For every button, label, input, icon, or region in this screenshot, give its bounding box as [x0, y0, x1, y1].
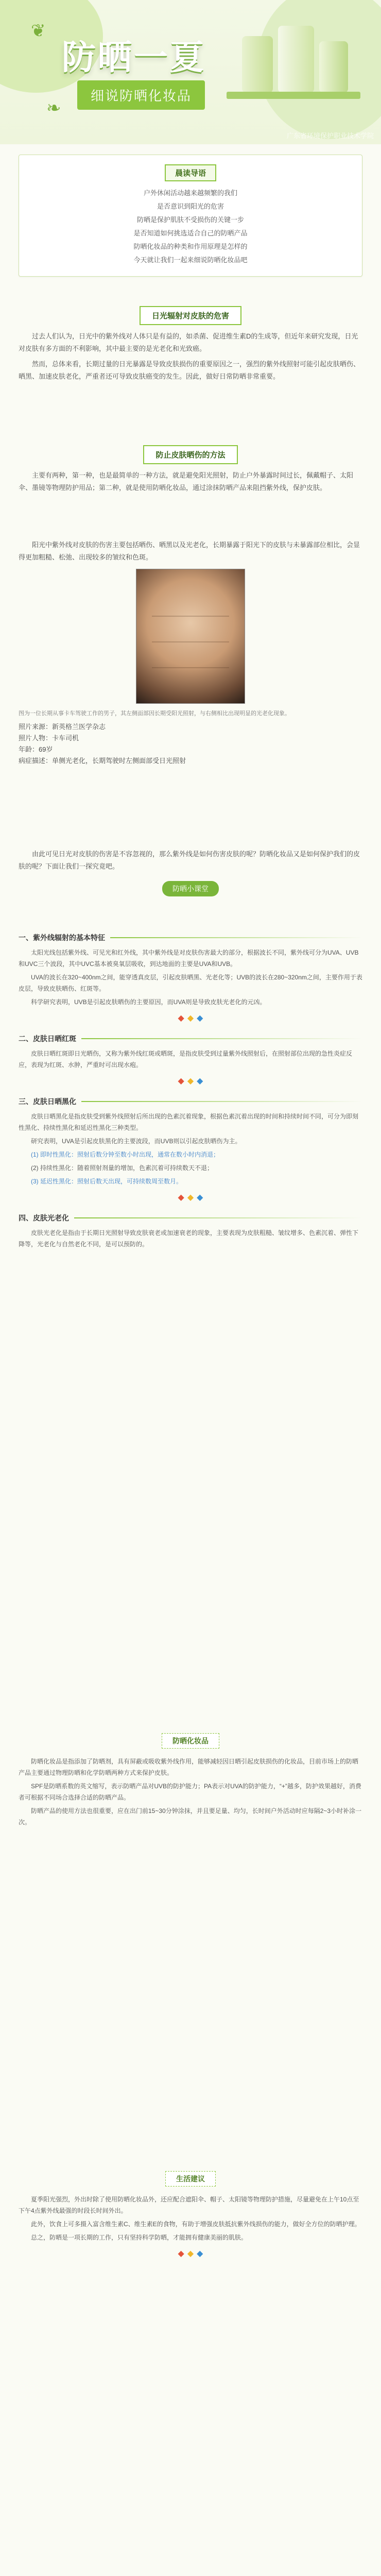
list-item: (2) 持续性黑化：随着照射剂量的增加，色素沉着可持续数天不退；	[31, 1164, 214, 1172]
photo-info-line: 病症描述：单侧光老化，长期驾驶时左侧面部受日光照射	[19, 757, 186, 765]
paragraph: 阳光中紫外线对皮肤的伤害主要包括晒伤、晒黑以及光老化，长期暴露于阳光下的皮肤与未暴露部位相比，会显得更加粗糙、松弛、出现较多的皱纹和色斑。	[19, 541, 360, 561]
intro-line: 今天就让我们一起来细说防晒化妆品吧	[133, 256, 248, 264]
paragraph: 由此可见日光对皮肤的伤害是不容忽视的，那么紫外线是如何伤害皮肤的呢？防晒化妆品又是如何保护我们的皮肤的呢？下面让我们一探究竟吧。	[19, 850, 360, 870]
product-shelf	[227, 92, 360, 99]
hero-banner	[0, 0, 381, 144]
section-badge: 防晒化妆品	[162, 1733, 219, 1749]
watermark-text: 广东省环境保护职业技术学院	[286, 132, 374, 140]
page-title: 防晒一夏	[62, 38, 206, 76]
section-heading: 日光辐射对皮肤的危害	[140, 306, 241, 325]
section-sun-damage	[19, 299, 362, 386]
product-bottle-image	[242, 36, 273, 93]
intro-lines	[32, 187, 349, 267]
intro-section	[19, 155, 362, 277]
subsection-heading: 四、皮肤光老化	[19, 1213, 362, 1223]
paragraph: 此外，饮食上可多摄入富含维生素C、维生素E的食物，有助于增强皮肤抵抗紫外线损伤的能力，做好全方位的防晒护理。	[31, 2221, 361, 2228]
subsection-heading: 三、皮肤日晒黑化	[19, 1096, 362, 1107]
section-prevention	[19, 438, 362, 497]
intro-line: 防晒是保护肌肤不受损伤的关键一步	[136, 216, 244, 224]
photo-info-line: 年龄：69岁	[19, 745, 53, 753]
paragraph: 然而，总体来看，长期过量的日光暴露是导致皮肤损伤的重要原因之一，强烈的紫外线照射可能引起皮肤晒伤、晒黑、加速皮肤老化，严重者还可导致皮肤癌变的发生。因此，做好日常防晒非常重要。	[19, 360, 360, 380]
paragraph: 防晒产品的使用方法也很重要，应在出门前15~30分钟涂抹，并且要足量、均匀，长时间户外活动时应每隔2~3小时补涂一次。	[19, 1807, 362, 1826]
intro-line: 防晒化妆品的种类和作用原理是怎样的	[133, 243, 248, 250]
decorative-dots: ◆ ◆ ◆	[178, 2249, 203, 2258]
paragraph: 夏季阳光强烈，外出时除了使用防晒化妆品外，还应配合遮阳伞、帽子、太阳镜等物理防护措施，尽量避免在上午10点至下午4点紫外线最强的时段长时间外出。	[19, 2196, 359, 2214]
paragraph: 总之，防晒是一项长期的工作，只有坚持科学防晒，才能拥有健康美丽的肌肤。	[31, 2234, 248, 2241]
page-subtitle: 细说防晒化妆品	[77, 80, 205, 110]
paragraph: 皮肤日晒红斑即日光晒伤，又称为紫外线红斑或晒斑，是指皮肤受到过量紫外线照射后，在照射部位出现的急性炎症反应，表现为红斑、水肿，严重时可出现水疱。	[19, 1050, 353, 1069]
list-item: (3) 延迟性黑化：照射后数天出现，可持续数周至数月。	[31, 1178, 183, 1185]
section-heading: 防止皮肤晒伤的方法	[143, 445, 237, 464]
section-sunscreen	[19, 1726, 362, 1830]
paragraph: 太阳光线包括紫外线、可见光和红外线，其中紫外线是对皮肤伤害最大的部分，根据波长不同，紫外线可分为UVA、UVB和UVC三个波段，其中UVC基本被臭氧层吸收，到达地面的主要是UVA和UVB。	[19, 949, 359, 968]
paragraph: 皮肤日晒黑化是指皮肤受到紫外线照射后所出现的色素沉着现象，根据色素沉着出现的时间和持续时间不同，可分为即刻性黑化、持续性黑化和延迟性黑化三种类型。	[19, 1113, 359, 1131]
paragraph: 研究表明，UVA是引起皮肤黑化的主要波段，而UVB则以引起皮肤晒伤为主。	[31, 1138, 241, 1145]
product-bottle-image	[319, 41, 348, 93]
subsection-heading: 一、紫外线辐射的基本特征	[19, 933, 362, 943]
intro-line: 户外休闲活动越来越频繁的我们	[143, 189, 237, 197]
section-tips	[19, 2164, 362, 2264]
photo-info-line: 照片人物：卡车司机	[19, 734, 79, 742]
paragraph: 皮肤光老化是指由于长期日光照射导致皮肤衰老或加速衰老的现象，主要表现为皮肤粗糙、皱纹增多、色素沉着、弹性下降等，光老化与自然老化不同，是可以预防的。	[19, 1229, 359, 1248]
section-knowledge	[19, 922, 362, 1252]
product-bottle-image	[278, 26, 314, 93]
paragraph: UVA的波长在320~400nm之间，能穿透真皮层，引起皮肤晒黑、光老化等；UVB的波长在280~320nm之间，主要作用于表皮层，导致皮肤晒伤、红斑等。	[19, 974, 362, 992]
intro-line: 是否意识到阳光的危害	[157, 202, 224, 210]
subsection-heading: 二、皮肤日晒红斑	[19, 1033, 362, 1044]
section-photoaging	[19, 536, 362, 767]
leaf-icon: ❧	[46, 98, 61, 118]
intro-tag: 晨读导语	[165, 164, 216, 181]
section-transition	[19, 845, 362, 905]
decorative-dots: ◆ ◆ ◆	[178, 1077, 203, 1086]
photo-info-line: 照片来源：新英格兰医学杂志	[19, 723, 106, 731]
section-badge: 生活建议	[165, 2171, 216, 2187]
photoaging-face-photo	[136, 569, 245, 704]
list-item: (1) 即时性黑化：照射后数分钟至数小时出现，通常在数小时内消退；	[31, 1151, 220, 1158]
paragraph: 过去人们认为，日光中的紫外线对人体只是有益的，如杀菌、促进维生素D的生成等，但近年来研究发现，日光对皮肤有多方面的不利影响，其中最主要的是光老化和光致癌。	[19, 332, 358, 352]
paragraph: 防晒化妆品是指添加了防晒剂，具有屏蔽或吸收紫外线作用，能够减轻因日晒引起皮肤损伤的化妆品，目前市场上的防晒产品主要通过物理防晒和化学防晒两种方式来保护皮肤。	[19, 1758, 359, 1776]
section-badge: 防晒小课堂	[162, 881, 219, 896]
leaf-icon: ❦	[31, 21, 46, 41]
paragraph: 主要有两种，第一种，也是最简单的一种方法，就是避免阳光照射，防止户外暴露时间过长，佩戴帽子、太阳伞、墨镜等物理防护用品；第二种，就是使用防晒化妆品，通过涂抹防晒产品来阻挡紫外线，保护皮肤。	[19, 471, 354, 492]
photo-caption: 图为一位长期从事卡车驾驶工作的男子，其左侧面部因长期受阳光照射，与右侧相比出现明显的光老化现象。	[19, 710, 290, 717]
decorative-dots: ◆ ◆ ◆	[178, 1014, 203, 1023]
paragraph: 科学研究表明，UVB是引起皮肤晒伤的主要原因，而UVA则是导致皮肤光老化的元凶。	[31, 998, 266, 1006]
intro-line: 是否知道如何挑选适合自己的防晒产品	[133, 229, 248, 237]
decorative-dots: ◆ ◆ ◆	[178, 1193, 203, 1202]
paragraph: SPF是防晒系数的英文缩写，表示防晒产品对UVB的防护能力；PA表示对UVA的防护能力，“+”越多，防护效果越好，消费者可根据不同场合选择合适的防晒产品。	[19, 1783, 361, 1801]
